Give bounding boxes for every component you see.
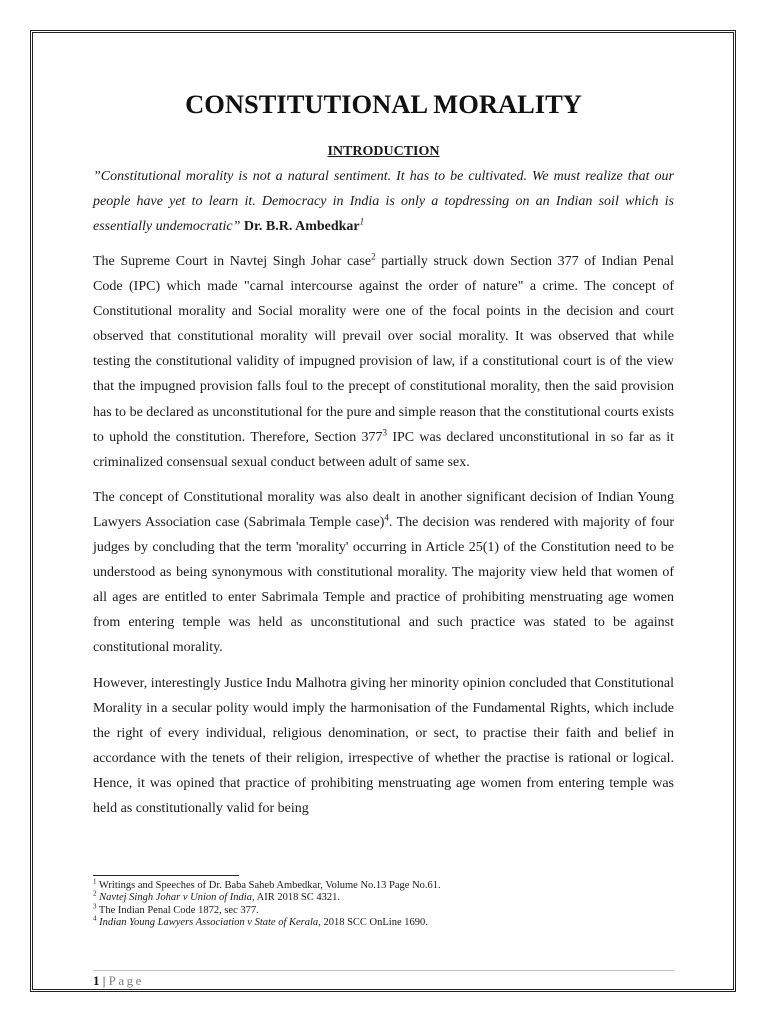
footnotes	[93, 877, 674, 930]
section-heading: INTRODUCTION	[327, 144, 440, 159]
epigraph-quote	[93, 164, 674, 239]
paragraph-2	[93, 485, 674, 661]
footer-rule	[93, 970, 674, 971]
footnote-ref-3[interactable]: 3	[382, 427, 388, 437]
footnote-3	[93, 902, 674, 917]
document-body	[93, 84, 674, 821]
quote-author: Dr. B.R. Ambedkar	[243, 219, 360, 234]
footnote-ref-2[interactable]: 2	[371, 251, 376, 262]
para1-text-b: partially struck down Section 377 of Indian Penal Code (IPC) which made "carnal intercourse against the order of nature" a crime. The concept of Constitutional morality and Social morality were one of the focal points in the decision and court observed that constitutional morality will prevail over social morality. It was observed that while testing the constitutional validity of impugned provision of law, if a constitutional court is of the view that the impugned provision falls foul to the precept of constitutional morality, then the said provision has to be declared as unconstitutional for the pure and simple reason that the constitutional courts exists to uphold the constitution. Therefore, Section 377	[93, 254, 675, 445]
quote-text: ”Constitutional morality is not a natural sentiment. It has to be cultivated. We must realize that our people have yet to learn it. Democracy in India is only a topdressing on an Indian soil which is essentially undemocratic”	[93, 169, 674, 234]
footnote-1	[93, 877, 674, 892]
page-separator: |	[99, 973, 109, 988]
footnote-text: , 2018 SCC OnLine 1690.	[318, 917, 428, 929]
page-label: Page	[108, 973, 144, 988]
para1-text-a: The Supreme Court in Navtej Singh Johar case	[93, 254, 372, 269]
page-footer	[93, 972, 144, 990]
para2-text-b: . The decision was rendered with majority of four judges by concluding that the term 'morality' occurring in Article 25(1) of the Constitution need to be understood as being synonymous with constitutional morality. The majority view held that women of all ages are entitled to enter Sabrimala Temple and practice of prohibiting menstruating age women from entering temple was held as unconstitutional and such practice was stated to be against constitutional morality.	[93, 514, 674, 656]
footnote-number: 4	[93, 914, 97, 923]
footnote-number: 1	[93, 877, 97, 886]
page-number: 1	[93, 973, 100, 988]
footnote-case-name: Navtej Singh Johar v Union of India,	[96, 892, 255, 904]
footnote-2	[93, 889, 674, 904]
document-title: CONSTITUTIONAL MORALITY	[185, 89, 582, 119]
footnote-text: Writings and Speeches of Dr. Baba Saheb Ambedkar, Volume No.13 Page No.61.	[96, 880, 441, 891]
para1-text-c: IPC was declared unconstitutional in so far as it criminalized consensual sexual conduct between adult of same sex.	[93, 429, 674, 470]
footnote-4	[93, 914, 674, 929]
footnote-number: 2	[93, 889, 97, 898]
footnote-case-name: Indian Young Lawyers Association v State of Kerala	[96, 917, 319, 929]
paragraph-1	[93, 249, 674, 475]
footnote-text: The Indian Penal Code 1872, sec 377.	[96, 904, 259, 916]
footnote-ref-4[interactable]: 4	[384, 512, 389, 523]
para2-text-a: The concept of Constitutional morality was also dealt in another significant decision of Indian Young Lawyers Association case (Sabrimala Temple case)	[93, 489, 674, 530]
footnote-ref-1[interactable]: 1	[359, 216, 365, 227]
footnote-text: AIR 2018 SC 4321.	[254, 892, 341, 904]
footnote-number: 3	[93, 902, 97, 911]
footnote-separator	[93, 875, 239, 876]
paragraph-3: However, interestingly Justice Indu Malhotra giving her minority opinion concluded that Constitutional Morality in a secular polity would imply the harmonisation of the Fundamental Rights, which include the right of every individual, religious denomination, or sect, to practise their faith and belief in accordance with the tenets of their religion, irrespective of whether the practise is rational or logical. Hence, it was opined that practice of prohibiting menstruating age women from entering temple was held as constitutionally valid for being	[93, 675, 674, 816]
